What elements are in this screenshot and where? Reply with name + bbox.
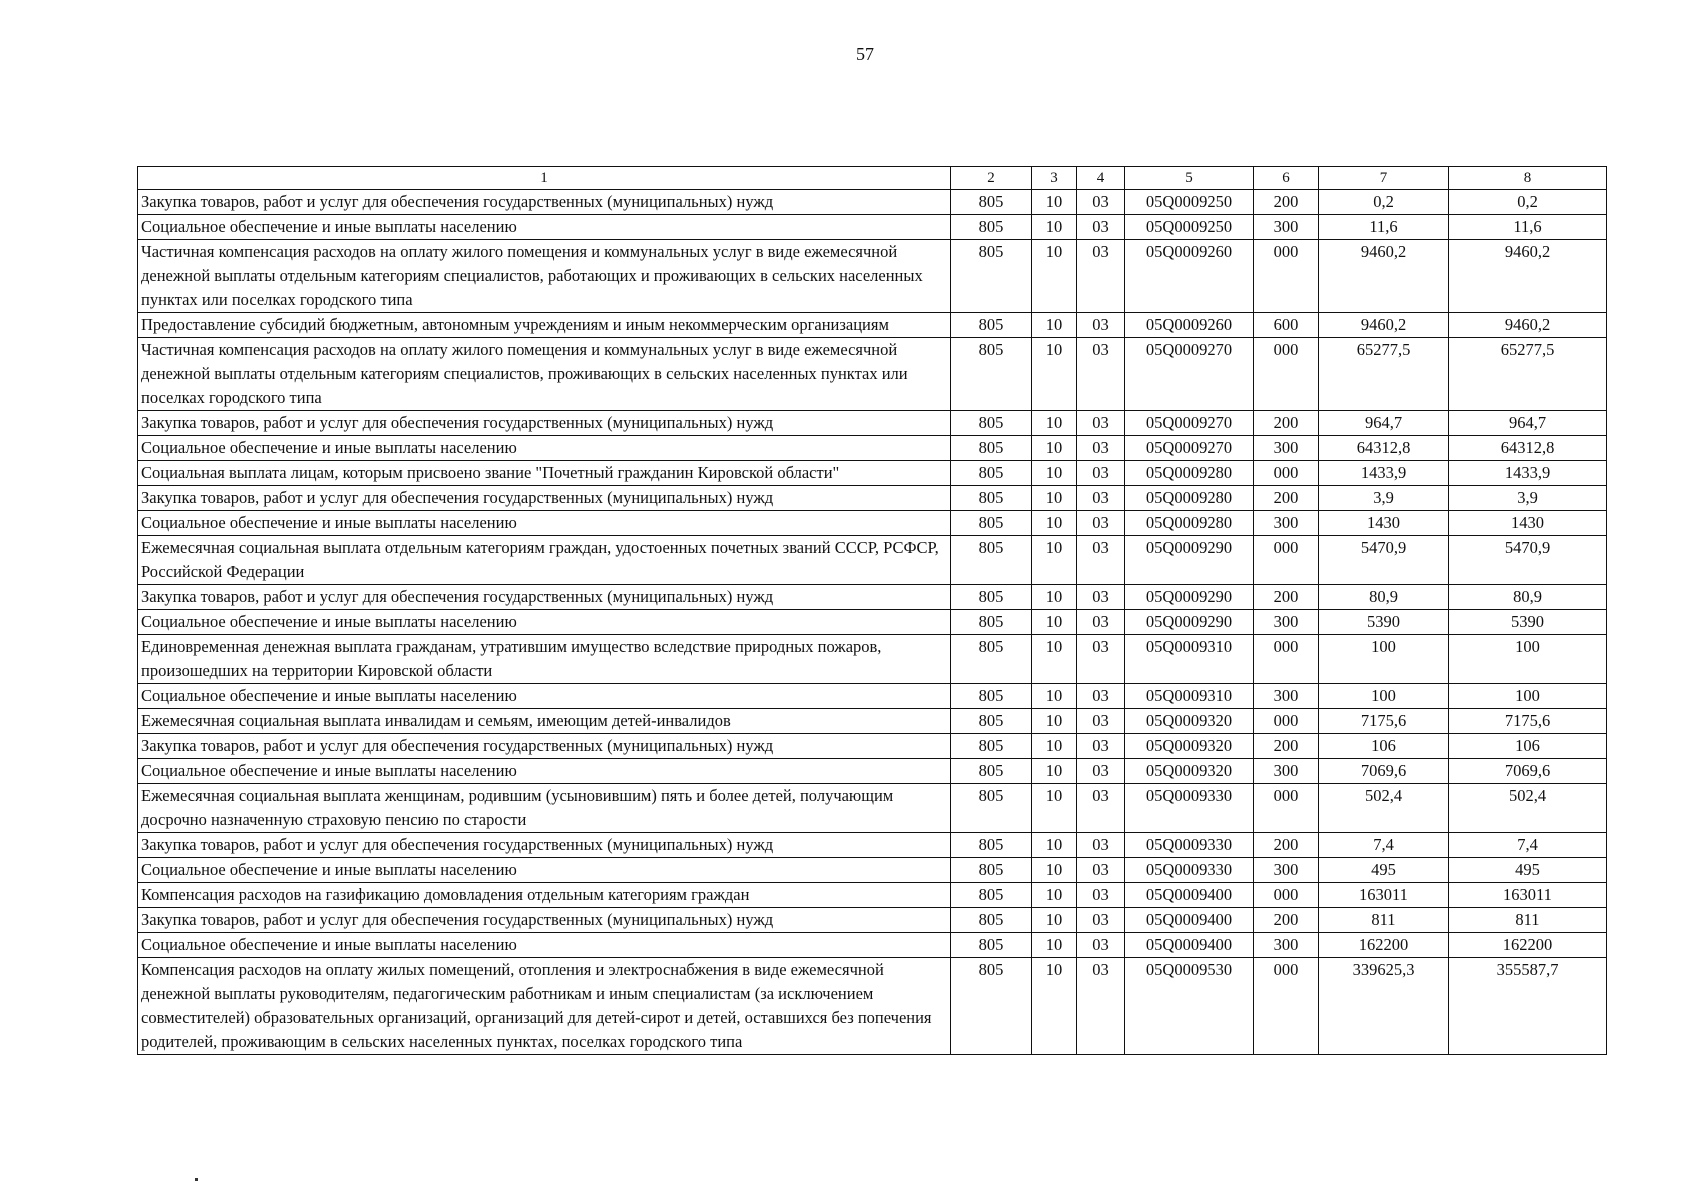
row-name-cell: Ежемесячная социальная выплата отдельным категориям граждан, удостоенных почетных званий СССР, РСФСР, Российской Федерации (138, 536, 951, 585)
table-row (138, 883, 1607, 908)
amount-col7-cell: 5470,9 (1319, 536, 1449, 585)
code-expense-type-cell: 000 (1254, 635, 1319, 684)
code-target-cell: 05Q0009400 (1125, 883, 1254, 908)
code-target-cell: 05Q0009330 (1125, 858, 1254, 883)
row-name-cell: Социальное обеспечение и иные выплаты населению (138, 684, 951, 709)
header-cell: 7 (1319, 167, 1449, 190)
code-expense-type-cell: 200 (1254, 734, 1319, 759)
row-name-cell: Социальное обеспечение и иные выплаты населению (138, 436, 951, 461)
code-expense-type-cell: 600 (1254, 313, 1319, 338)
code-section-cell: 10 (1032, 190, 1077, 215)
code-section-cell: 10 (1032, 610, 1077, 635)
code-ministry-cell: 805 (951, 610, 1032, 635)
code-target-cell: 05Q0009290 (1125, 610, 1254, 635)
code-section-cell: 10 (1032, 486, 1077, 511)
row-name-cell: Закупка товаров, работ и услуг для обеспечения государственных (муниципальных) нужд (138, 190, 951, 215)
code-section-cell: 10 (1032, 461, 1077, 486)
code-target-cell: 05Q0009270 (1125, 338, 1254, 411)
amount-col7-cell: 7175,6 (1319, 709, 1449, 734)
code-section-cell: 10 (1032, 833, 1077, 858)
table-row (138, 734, 1607, 759)
row-name-cell: Закупка товаров, работ и услуг для обеспечения государственных (муниципальных) нужд (138, 486, 951, 511)
code-expense-type-cell: 000 (1254, 958, 1319, 1055)
table-row (138, 486, 1607, 511)
amount-col7-cell: 3,9 (1319, 486, 1449, 511)
code-target-cell: 05Q0009280 (1125, 511, 1254, 536)
table-row (138, 585, 1607, 610)
code-subsection-cell: 03 (1077, 190, 1125, 215)
code-expense-type-cell: 300 (1254, 759, 1319, 784)
table-row (138, 858, 1607, 883)
amount-col7-cell: 811 (1319, 908, 1449, 933)
table-body (138, 190, 1607, 1055)
row-name-cell: Социальное обеспечение и иные выплаты населению (138, 858, 951, 883)
table-row (138, 709, 1607, 734)
amount-col7-cell: 964,7 (1319, 411, 1449, 436)
code-section-cell: 10 (1032, 734, 1077, 759)
code-subsection-cell: 03 (1077, 436, 1125, 461)
amount-col7-cell: 106 (1319, 734, 1449, 759)
amount-col8-cell: 162200 (1449, 933, 1607, 958)
code-target-cell: 05Q0009310 (1125, 684, 1254, 709)
header-cell: 2 (951, 167, 1032, 190)
code-ministry-cell: 805 (951, 709, 1032, 734)
code-subsection-cell: 03 (1077, 411, 1125, 436)
amount-col7-cell: 163011 (1319, 883, 1449, 908)
amount-col8-cell: 3,9 (1449, 486, 1607, 511)
code-target-cell: 05Q0009270 (1125, 411, 1254, 436)
code-subsection-cell: 03 (1077, 933, 1125, 958)
header-cell: 8 (1449, 167, 1607, 190)
code-target-cell: 05Q0009260 (1125, 240, 1254, 313)
code-ministry-cell: 805 (951, 908, 1032, 933)
code-subsection-cell: 03 (1077, 240, 1125, 313)
code-target-cell: 05Q0009280 (1125, 461, 1254, 486)
code-section-cell: 10 (1032, 635, 1077, 684)
row-name-cell: Частичная компенсация расходов на оплату жилого помещения и коммунальных услуг в виде ежемесячной денежной выплаты отдельным категориям специалистов, проживающих в сельских населенных пунктах или поселках городского типа (138, 338, 951, 411)
code-expense-type-cell: 300 (1254, 511, 1319, 536)
amount-col8-cell: 163011 (1449, 883, 1607, 908)
code-subsection-cell: 03 (1077, 734, 1125, 759)
table-row (138, 635, 1607, 684)
code-ministry-cell: 805 (951, 536, 1032, 585)
code-ministry-cell: 805 (951, 833, 1032, 858)
code-ministry-cell: 805 (951, 240, 1032, 313)
code-target-cell: 05Q0009250 (1125, 190, 1254, 215)
code-subsection-cell: 03 (1077, 511, 1125, 536)
code-expense-type-cell: 000 (1254, 883, 1319, 908)
code-section-cell: 10 (1032, 585, 1077, 610)
table-row (138, 536, 1607, 585)
amount-col7-cell: 339625,3 (1319, 958, 1449, 1055)
amount-col8-cell: 5390 (1449, 610, 1607, 635)
code-target-cell: 05Q0009290 (1125, 585, 1254, 610)
code-subsection-cell: 03 (1077, 610, 1125, 635)
code-ministry-cell: 805 (951, 734, 1032, 759)
code-subsection-cell: 03 (1077, 709, 1125, 734)
code-section-cell: 10 (1032, 436, 1077, 461)
code-section-cell: 10 (1032, 759, 1077, 784)
code-expense-type-cell: 000 (1254, 461, 1319, 486)
code-expense-type-cell: 300 (1254, 684, 1319, 709)
code-expense-type-cell: 000 (1254, 536, 1319, 585)
code-section-cell: 10 (1032, 411, 1077, 436)
amount-col7-cell: 495 (1319, 858, 1449, 883)
amount-col8-cell: 964,7 (1449, 411, 1607, 436)
code-section-cell: 10 (1032, 215, 1077, 240)
amount-col8-cell: 64312,8 (1449, 436, 1607, 461)
code-section-cell: 10 (1032, 536, 1077, 585)
amount-col8-cell: 9460,2 (1449, 240, 1607, 313)
code-section-cell: 10 (1032, 883, 1077, 908)
code-target-cell: 05Q0009320 (1125, 759, 1254, 784)
code-ministry-cell: 805 (951, 635, 1032, 684)
code-ministry-cell: 805 (951, 585, 1032, 610)
code-target-cell: 05Q0009260 (1125, 313, 1254, 338)
row-name-cell: Компенсация расходов на оплату жилых помещений, отопления и электроснабжения в виде ежемесячной денежной выплаты руководителям, педагогическим работникам и иным специалистам (за исключением совместителей) образовательных организаций, организаций для детей-сирот и детей, оставшихся без попечения родителей, проживающим в сельских населенных пунктах, поселках городского типа (138, 958, 951, 1055)
code-target-cell: 05Q0009290 (1125, 536, 1254, 585)
table-row (138, 338, 1607, 411)
amount-col8-cell: 7175,6 (1449, 709, 1607, 734)
table-row (138, 215, 1607, 240)
header-cell: 3 (1032, 167, 1077, 190)
code-subsection-cell: 03 (1077, 784, 1125, 833)
row-name-cell: Закупка товаров, работ и услуг для обеспечения государственных (муниципальных) нужд (138, 411, 951, 436)
amount-col7-cell: 1430 (1319, 511, 1449, 536)
code-ministry-cell: 805 (951, 958, 1032, 1055)
code-expense-type-cell: 200 (1254, 486, 1319, 511)
amount-col7-cell: 1433,9 (1319, 461, 1449, 486)
code-ministry-cell: 805 (951, 461, 1032, 486)
code-expense-type-cell: 000 (1254, 240, 1319, 313)
table-row (138, 461, 1607, 486)
amount-col7-cell: 11,6 (1319, 215, 1449, 240)
code-ministry-cell: 805 (951, 190, 1032, 215)
amount-col8-cell: 65277,5 (1449, 338, 1607, 411)
table-row (138, 958, 1607, 1055)
code-expense-type-cell: 300 (1254, 933, 1319, 958)
code-target-cell: 05Q0009320 (1125, 734, 1254, 759)
amount-col8-cell: 5470,9 (1449, 536, 1607, 585)
code-subsection-cell: 03 (1077, 338, 1125, 411)
row-name-cell: Закупка товаров, работ и услуг для обеспечения государственных (муниципальных) нужд (138, 734, 951, 759)
amount-col7-cell: 7,4 (1319, 833, 1449, 858)
amount-col8-cell: 100 (1449, 684, 1607, 709)
code-ministry-cell: 805 (951, 338, 1032, 411)
table-row (138, 190, 1607, 215)
table-row (138, 933, 1607, 958)
header-row (138, 167, 1607, 190)
code-ministry-cell: 805 (951, 784, 1032, 833)
amount-col7-cell: 162200 (1319, 933, 1449, 958)
budget-table (137, 166, 1607, 1055)
row-name-cell: Ежемесячная социальная выплата инвалидам и семьям, имеющим детей-инвалидов (138, 709, 951, 734)
code-section-cell: 10 (1032, 933, 1077, 958)
row-name-cell: Компенсация расходов на газификацию домовладения отдельным категориям граждан (138, 883, 951, 908)
amount-col7-cell: 65277,5 (1319, 338, 1449, 411)
code-subsection-cell: 03 (1077, 958, 1125, 1055)
row-name-cell: Предоставление субсидий бюджетным, автономным учреждениям и иным некоммерческим организациям (138, 313, 951, 338)
code-subsection-cell: 03 (1077, 635, 1125, 684)
amount-col7-cell: 0,2 (1319, 190, 1449, 215)
code-ministry-cell: 805 (951, 486, 1032, 511)
amount-col8-cell: 811 (1449, 908, 1607, 933)
code-subsection-cell: 03 (1077, 908, 1125, 933)
code-expense-type-cell: 000 (1254, 338, 1319, 411)
code-subsection-cell: 03 (1077, 215, 1125, 240)
code-section-cell: 10 (1032, 858, 1077, 883)
code-ministry-cell: 805 (951, 858, 1032, 883)
code-section-cell: 10 (1032, 240, 1077, 313)
amount-col7-cell: 100 (1319, 684, 1449, 709)
row-name-cell: Социальная выплата лицам, которым присвоено звание "Почетный гражданин Кировской области" (138, 461, 951, 486)
code-section-cell: 10 (1032, 684, 1077, 709)
row-name-cell: Закупка товаров, работ и услуг для обеспечения государственных (муниципальных) нужд (138, 833, 951, 858)
code-subsection-cell: 03 (1077, 883, 1125, 908)
scan-mark (195, 1178, 198, 1181)
amount-col8-cell: 9460,2 (1449, 313, 1607, 338)
table-row (138, 784, 1607, 833)
amount-col8-cell: 355587,7 (1449, 958, 1607, 1055)
amount-col7-cell: 9460,2 (1319, 240, 1449, 313)
row-name-cell: Социальное обеспечение и иные выплаты населению (138, 610, 951, 635)
code-target-cell: 05Q0009270 (1125, 436, 1254, 461)
amount-col8-cell: 0,2 (1449, 190, 1607, 215)
amount-col8-cell: 1433,9 (1449, 461, 1607, 486)
table-row (138, 684, 1607, 709)
amount-col8-cell: 106 (1449, 734, 1607, 759)
row-name-cell: Ежемесячная социальная выплата женщинам, родившим (усыновившим) пять и более детей, получающим досрочно назначенную страховую пенсию по старости (138, 784, 951, 833)
amount-col8-cell: 1430 (1449, 511, 1607, 536)
code-target-cell: 05Q0009320 (1125, 709, 1254, 734)
header-cell: 1 (138, 167, 951, 190)
code-subsection-cell: 03 (1077, 585, 1125, 610)
row-name-cell: Социальное обеспечение и иные выплаты населению (138, 759, 951, 784)
table-row (138, 908, 1607, 933)
code-target-cell: 05Q0009400 (1125, 933, 1254, 958)
code-section-cell: 10 (1032, 958, 1077, 1055)
code-expense-type-cell: 200 (1254, 585, 1319, 610)
amount-col8-cell: 502,4 (1449, 784, 1607, 833)
row-name-cell: Закупка товаров, работ и услуг для обеспечения государственных (муниципальных) нужд (138, 908, 951, 933)
table-row (138, 411, 1607, 436)
row-name-cell: Частичная компенсация расходов на оплату жилого помещения и коммунальных услуг в виде ежемесячной денежной выплаты отдельным категориям специалистов, работающих и проживающих в сельских населенных пунктах или поселках городского типа (138, 240, 951, 313)
amount-col7-cell: 7069,6 (1319, 759, 1449, 784)
amount-col7-cell: 5390 (1319, 610, 1449, 635)
table-row (138, 436, 1607, 461)
code-ministry-cell: 805 (951, 511, 1032, 536)
code-subsection-cell: 03 (1077, 858, 1125, 883)
code-target-cell: 05Q0009250 (1125, 215, 1254, 240)
code-expense-type-cell: 000 (1254, 709, 1319, 734)
code-target-cell: 05Q0009530 (1125, 958, 1254, 1055)
amount-col8-cell: 80,9 (1449, 585, 1607, 610)
code-subsection-cell: 03 (1077, 313, 1125, 338)
code-ministry-cell: 805 (951, 436, 1032, 461)
code-expense-type-cell: 300 (1254, 858, 1319, 883)
code-expense-type-cell: 300 (1254, 215, 1319, 240)
code-target-cell: 05Q0009280 (1125, 486, 1254, 511)
amount-col7-cell: 9460,2 (1319, 313, 1449, 338)
code-ministry-cell: 805 (951, 313, 1032, 338)
code-subsection-cell: 03 (1077, 833, 1125, 858)
code-section-cell: 10 (1032, 908, 1077, 933)
code-section-cell: 10 (1032, 338, 1077, 411)
code-expense-type-cell: 000 (1254, 784, 1319, 833)
header-cell: 5 (1125, 167, 1254, 190)
code-ministry-cell: 805 (951, 684, 1032, 709)
table-row (138, 240, 1607, 313)
row-name-cell: Единовременная денежная выплата гражданам, утратившим имущество вследствие природных пожаров, произошедших на территории Кировской области (138, 635, 951, 684)
code-expense-type-cell: 200 (1254, 190, 1319, 215)
header-cell: 6 (1254, 167, 1319, 190)
row-name-cell: Социальное обеспечение и иные выплаты населению (138, 215, 951, 240)
header-cell: 4 (1077, 167, 1125, 190)
code-subsection-cell: 03 (1077, 684, 1125, 709)
code-expense-type-cell: 200 (1254, 411, 1319, 436)
amount-col7-cell: 502,4 (1319, 784, 1449, 833)
row-name-cell: Социальное обеспечение и иные выплаты населению (138, 511, 951, 536)
code-ministry-cell: 805 (951, 883, 1032, 908)
code-ministry-cell: 805 (951, 933, 1032, 958)
code-expense-type-cell: 200 (1254, 833, 1319, 858)
code-ministry-cell: 805 (951, 411, 1032, 436)
amount-col7-cell: 100 (1319, 635, 1449, 684)
amount-col8-cell: 7069,6 (1449, 759, 1607, 784)
code-subsection-cell: 03 (1077, 536, 1125, 585)
table-row (138, 313, 1607, 338)
amount-col7-cell: 64312,8 (1319, 436, 1449, 461)
table-row (138, 610, 1607, 635)
amount-col8-cell: 100 (1449, 635, 1607, 684)
amount-col8-cell: 7,4 (1449, 833, 1607, 858)
row-name-cell: Закупка товаров, работ и услуг для обеспечения государственных (муниципальных) нужд (138, 585, 951, 610)
code-section-cell: 10 (1032, 709, 1077, 734)
code-section-cell: 10 (1032, 511, 1077, 536)
table-row (138, 511, 1607, 536)
code-section-cell: 10 (1032, 313, 1077, 338)
code-section-cell: 10 (1032, 784, 1077, 833)
amount-col8-cell: 11,6 (1449, 215, 1607, 240)
code-subsection-cell: 03 (1077, 486, 1125, 511)
table-row (138, 833, 1607, 858)
amount-col7-cell: 80,9 (1319, 585, 1449, 610)
code-target-cell: 05Q0009400 (1125, 908, 1254, 933)
code-ministry-cell: 805 (951, 215, 1032, 240)
row-name-cell: Социальное обеспечение и иные выплаты населению (138, 933, 951, 958)
table-row (138, 759, 1607, 784)
code-subsection-cell: 03 (1077, 759, 1125, 784)
code-target-cell: 05Q0009310 (1125, 635, 1254, 684)
code-target-cell: 05Q0009330 (1125, 833, 1254, 858)
code-expense-type-cell: 200 (1254, 908, 1319, 933)
code-target-cell: 05Q0009330 (1125, 784, 1254, 833)
amount-col8-cell: 495 (1449, 858, 1607, 883)
page-number: 57 (856, 44, 874, 64)
code-expense-type-cell: 300 (1254, 610, 1319, 635)
code-ministry-cell: 805 (951, 759, 1032, 784)
code-expense-type-cell: 300 (1254, 436, 1319, 461)
code-subsection-cell: 03 (1077, 461, 1125, 486)
